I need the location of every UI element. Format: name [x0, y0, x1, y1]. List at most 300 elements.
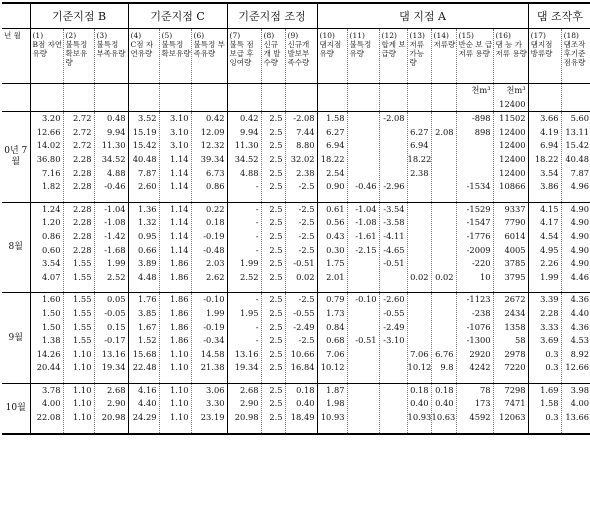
column-number: (18): [563, 31, 579, 40]
cell-value: -220: [471, 258, 491, 269]
month-label: 8월: [2, 202, 30, 293]
data-cell-col-14: [431, 202, 456, 293]
cell-value: 6014: [504, 230, 526, 241]
cell-value: 10.66: [290, 348, 315, 359]
data-cell-col-10: [317, 202, 347, 293]
cell-value: 1.86: [170, 321, 189, 332]
empty-cell: [128, 84, 159, 112]
month-section-row: [2, 202, 590, 293]
cell-value: 2.28: [73, 153, 92, 164]
cell-value: 3.33: [540, 321, 559, 332]
cell-value: 0.42: [240, 113, 259, 124]
cell-value: 1.10: [170, 384, 189, 395]
cell-value: 7298: [504, 384, 526, 395]
data-cell-col-18: [561, 383, 590, 433]
cell-value: 18.22: [534, 153, 559, 164]
cell-value: [408, 112, 429, 126]
cell-value: [432, 321, 454, 335]
cell-value: 1.60: [42, 294, 61, 305]
data-cell-col-8: [261, 202, 285, 293]
empty-cell: [379, 84, 407, 112]
cell-value: [408, 203, 429, 217]
cell-value: [432, 112, 454, 126]
cell-value: 1.10: [73, 384, 92, 395]
cell-value: [348, 153, 377, 167]
month-section-row: [2, 383, 590, 433]
cell-value: [408, 216, 429, 230]
cell-value: -2.49: [293, 321, 315, 332]
cell-value: [408, 230, 429, 244]
cell-value: 1358: [504, 321, 526, 332]
data-cell-col-6: [191, 293, 227, 384]
cell-value: [380, 361, 405, 375]
data-cell-col-6: [191, 202, 227, 293]
cell-value: 20.44: [36, 362, 61, 373]
column-number: (1): [32, 31, 44, 40]
cell-value: 1.86: [170, 271, 189, 282]
cell-value: -0.51: [293, 258, 315, 269]
column-header-15: [456, 29, 493, 84]
column-header-1: [30, 29, 63, 84]
cell-value: 0.3: [545, 362, 559, 373]
column-label: 저류 가능량: [409, 40, 425, 67]
empty-cell: [227, 84, 261, 112]
cell-value: 4.40: [570, 307, 590, 318]
cell-value: 0.86: [42, 230, 61, 241]
cell-value: -0.10: [203, 294, 225, 305]
data-cell-col-2: [63, 293, 94, 384]
cell-value: 6.94: [326, 140, 345, 151]
cell-value: 13.16: [101, 348, 126, 359]
column-label: 불특정 유량: [349, 40, 372, 58]
cell-value: 6.73: [206, 167, 225, 178]
unit-label: [493, 84, 528, 112]
cell-value: 0.84: [326, 321, 345, 332]
cell-value: [348, 167, 377, 181]
cell-value: -2.5: [298, 294, 315, 305]
cell-value: 13.16: [234, 348, 259, 359]
cell-value: 7220: [504, 362, 526, 373]
cell-value: 2.28: [73, 230, 92, 241]
cell-value: 6.94: [540, 140, 559, 151]
cell-value: -0.46: [104, 181, 126, 192]
cell-value: 11.30: [101, 140, 126, 151]
data-cell-col-3: [94, 112, 128, 203]
month-section-row: [2, 293, 590, 384]
cell-value: 4.90: [570, 203, 590, 214]
cell-value: 0.02: [410, 271, 429, 282]
cell-value: 1.14: [170, 230, 189, 241]
cell-value: 2.28: [540, 307, 559, 318]
cell-value: 12400: [499, 167, 526, 178]
column-header-10: [317, 29, 347, 84]
cell-value: 78: [479, 384, 491, 395]
cell-value: [408, 257, 429, 271]
data-cell-col-11: [347, 293, 379, 384]
cell-value: [380, 384, 405, 398]
data-cell-col-15: [456, 202, 493, 293]
cell-value: [408, 293, 429, 307]
data-cell-col-3: [94, 202, 128, 293]
data-cell-col-2: [63, 202, 94, 293]
cell-value: 1.14: [170, 181, 189, 192]
cell-value: 0.02: [296, 271, 315, 282]
cell-value: 9.8: [440, 362, 454, 373]
column-header-8: [261, 29, 285, 84]
data-cell-col-11: [347, 202, 379, 293]
data-cell-col-1: [30, 383, 63, 433]
cell-value: 2.52: [240, 271, 259, 282]
column-label: 댐조작 후기준 점유량: [563, 40, 586, 67]
empty-cell: [63, 84, 94, 112]
cell-value: -238: [471, 307, 491, 318]
data-cell-col-17: [528, 112, 561, 203]
cell-value: 1.99: [206, 307, 225, 318]
cell-value: 3.66: [540, 113, 559, 124]
table-body: [2, 84, 590, 434]
data-cell-col-14: [431, 383, 456, 433]
cell-value: 2.5: [269, 307, 283, 318]
cell-value: 14.02: [36, 140, 61, 151]
cell-value: 1.87: [326, 384, 345, 395]
cell-value: 1.50: [42, 321, 61, 332]
cell-value: 4.88: [240, 167, 259, 178]
cell-value: 10.12: [320, 362, 345, 373]
cell-value: 1.55: [73, 335, 92, 346]
cell-value: 1.55: [73, 271, 92, 282]
cell-value: [348, 397, 377, 411]
cell-value: 19.34: [101, 362, 126, 373]
cell-value: 0.42: [206, 113, 225, 124]
cell-value: -0.48: [203, 244, 225, 255]
cell-value: -2.5: [298, 181, 315, 192]
cell-value: 7471: [504, 398, 526, 409]
cell-value: 0.40: [296, 398, 315, 409]
cell-value: -: [255, 203, 259, 214]
cell-value: 2.5: [269, 348, 283, 359]
column-number: (7): [229, 31, 241, 40]
cell-value: 1.14: [170, 167, 189, 178]
data-cell-col-10: [317, 112, 347, 203]
cell-value: 4592: [469, 412, 491, 423]
column-header-13: [407, 29, 431, 84]
cell-value: 2.5: [269, 217, 283, 228]
cell-value: 15.42: [132, 140, 157, 151]
cell-value: 12.09: [200, 126, 225, 137]
data-cell-col-16: [493, 383, 528, 433]
cell-value: 9.94: [240, 126, 259, 137]
cell-value: 0.79: [326, 294, 345, 305]
cell-value: 4242: [469, 362, 491, 373]
data-cell-col-13: [407, 202, 431, 293]
cell-value: 24.29: [132, 412, 157, 423]
cell-value: 2.38: [410, 167, 429, 178]
empty-cell: [2, 84, 30, 112]
cell-value: 2.5: [269, 412, 283, 423]
cell-value: -3.58: [383, 217, 405, 228]
cell-value: -2.08: [383, 113, 405, 124]
cell-value: 3.54: [540, 167, 559, 178]
data-cell-col-12: [379, 383, 407, 433]
cell-value: 1.38: [42, 335, 61, 346]
cell-value: -2.08: [293, 113, 315, 124]
cell-value: 39.34: [200, 153, 225, 164]
column-number: (12): [381, 31, 397, 40]
cell-value: 4.54: [540, 230, 559, 241]
cell-value: 18.22: [407, 153, 432, 164]
cell-value: -0.55: [383, 307, 405, 318]
cell-value: 2.5: [269, 113, 283, 124]
data-cell-col-7: [227, 112, 261, 203]
cell-value: 1.52: [138, 335, 157, 346]
cell-value: 58: [515, 335, 526, 346]
data-cell-col-8: [261, 293, 285, 384]
column-header-2: [63, 29, 94, 84]
cell-value: 10.93: [320, 412, 345, 423]
cell-value: [348, 361, 377, 375]
cell-value: 1.86: [170, 335, 189, 346]
cell-value: 1.14: [170, 203, 189, 214]
cell-value: 21.38: [200, 362, 225, 373]
cell-value: [380, 397, 405, 411]
empty-cell: [431, 84, 456, 112]
column-label: 댐 능 가 저류 용량: [495, 40, 527, 58]
cell-value: 8.80: [296, 140, 315, 151]
empty-cell: [30, 84, 63, 112]
cell-value: 2.28: [73, 203, 92, 214]
cell-value: 173: [474, 398, 491, 409]
cell-value: [432, 167, 454, 181]
data-cell-col-4: [128, 293, 159, 384]
cell-value: [408, 244, 429, 258]
cell-value: [348, 348, 377, 362]
cell-value: 9.94: [107, 126, 126, 137]
cell-value: 1.98: [326, 398, 345, 409]
cell-value: 0.18: [206, 217, 225, 228]
cell-value: -1776: [466, 230, 491, 241]
cell-value: -2.5: [298, 335, 315, 346]
cell-value: 2.72: [73, 126, 92, 137]
empty-cell: [407, 84, 431, 112]
cell-value: 4.00: [42, 398, 61, 409]
cell-value: -: [255, 230, 259, 241]
data-cell-col-15: [456, 112, 493, 203]
cell-value: -3.54: [383, 203, 405, 214]
cell-value: 0.90: [326, 181, 345, 192]
cell-value: 10.12: [407, 362, 432, 373]
cell-value: -1529: [466, 203, 491, 214]
cell-value: -2.49: [383, 321, 405, 332]
cell-value: 3.10: [170, 113, 189, 124]
data-cell-col-6: [191, 112, 227, 203]
cell-value: 1.10: [170, 412, 189, 423]
cell-value: 1.55: [73, 294, 92, 305]
cell-value: 15.19: [132, 126, 157, 137]
cell-value: 3.52: [138, 113, 157, 124]
column-header-5: [159, 29, 191, 84]
cell-value: -0.51: [355, 335, 377, 346]
data-cell-col-1: [30, 112, 63, 203]
column-label: 신규개 발보부 족수량: [287, 40, 310, 67]
data-cell-col-5: [159, 112, 191, 203]
cell-value: 0.18: [296, 384, 315, 395]
column-header-12: [379, 29, 407, 84]
cell-value: 14.26: [36, 348, 61, 359]
cell-value: 1.99: [540, 271, 559, 282]
data-cell-col-11: [347, 112, 379, 203]
cell-value: 1.99: [240, 258, 259, 269]
data-cell-col-4: [128, 112, 159, 203]
data-cell-col-17: [528, 202, 561, 293]
data-cell-col-7: [227, 202, 261, 293]
month-label: 9월: [2, 293, 30, 384]
cell-value: [348, 307, 377, 321]
cell-value: 3.06: [206, 384, 225, 395]
cell-value: -1.08: [355, 217, 377, 228]
cell-value: [432, 139, 454, 153]
column-label: 댐지점 유량: [319, 40, 342, 58]
cell-value: -2.5: [298, 203, 315, 214]
cell-value: -2.5: [298, 217, 315, 228]
cell-value: [432, 244, 454, 258]
cell-value: 3.20: [42, 113, 61, 124]
units-row: [2, 84, 590, 112]
cell-value: 1.73: [326, 307, 345, 318]
cell-value: 2.01: [326, 271, 345, 282]
cell-value: 3.10: [170, 126, 189, 137]
data-cell-col-5: [159, 202, 191, 293]
cell-value: 2.52: [107, 271, 126, 282]
cell-value: [380, 153, 405, 167]
data-cell-col-15: [456, 293, 493, 384]
cell-value: 4.48: [138, 271, 157, 282]
cell-value: 2.90: [107, 398, 126, 409]
cell-value: 3.10: [170, 140, 189, 151]
cell-value: -0.17: [104, 335, 126, 346]
cell-value: 1.55: [73, 307, 92, 318]
month-label: 10월: [2, 383, 30, 433]
cell-value: 3.30: [206, 398, 225, 409]
cell-value: [432, 230, 454, 244]
year-month-label: 년 월: [2, 29, 30, 84]
cell-value: -2.5: [298, 230, 315, 241]
cell-value: 2.5: [269, 271, 283, 282]
cell-value: [348, 112, 377, 126]
data-cell-col-10: [317, 293, 347, 384]
column-number: (14): [433, 31, 449, 40]
cell-value: [432, 307, 454, 321]
cell-value: -898: [471, 113, 491, 124]
cell-value: 15.42: [565, 140, 590, 151]
cell-value: 4.96: [570, 181, 590, 192]
data-cell-col-10: [317, 383, 347, 433]
cell-value: 1.36: [138, 203, 157, 214]
data-cell-col-13: [407, 383, 431, 433]
cell-value: -0.19: [203, 230, 225, 241]
cell-value: -1.42: [104, 230, 126, 241]
cell-value: 6.27: [410, 126, 429, 137]
cell-value: 0.95: [138, 230, 157, 241]
cell-value: 2.60: [138, 181, 157, 192]
data-cell-col-16: [493, 293, 528, 384]
cell-value: 10.93: [407, 412, 432, 423]
cell-value: 1.10: [73, 348, 92, 359]
empty-cell: [317, 84, 347, 112]
cell-value: 12.66: [36, 126, 61, 137]
data-cell-col-5: [159, 293, 191, 384]
cell-value: 19.34: [234, 362, 259, 373]
cell-value: 7.06: [410, 348, 429, 359]
column-header-4: [128, 29, 159, 84]
data-cell-col-15: [456, 383, 493, 433]
group-header-row: [2, 3, 590, 29]
cell-value: 6.94: [410, 140, 429, 151]
column-header-16: [493, 29, 528, 84]
data-cell-col-17: [528, 383, 561, 433]
column-number: (9): [287, 31, 299, 40]
cell-value: -2.15: [355, 244, 377, 255]
cell-value: 1.69: [540, 384, 559, 395]
cell-value: 0.18: [435, 384, 454, 395]
cell-value: 2.72: [73, 140, 92, 151]
cell-value: 14.58: [200, 348, 225, 359]
cell-value: 7.87: [570, 167, 590, 178]
cell-value: -2.60: [383, 294, 405, 305]
data-cell-col-4: [128, 202, 159, 293]
cell-value: 11502: [499, 113, 526, 124]
cell-value: 32.02: [290, 153, 315, 164]
cell-value: 2.28: [73, 167, 92, 178]
cell-value: 3795: [504, 271, 526, 282]
cell-value: 4.36: [570, 321, 590, 332]
cell-value: 1.99: [107, 258, 126, 269]
cell-value: 1.82: [42, 181, 61, 192]
cell-value: 23.19: [200, 412, 225, 423]
cell-value: 10: [479, 271, 491, 282]
cell-value: 1.24: [42, 203, 61, 214]
data-cell-col-5: [159, 383, 191, 433]
cell-value: 1.32: [138, 217, 157, 228]
column-label: B점 자연유량: [32, 40, 63, 58]
cell-value: -4.65: [383, 244, 405, 255]
column-label: 반순 보 급 저류 용량: [458, 40, 493, 58]
cell-value: 7.06: [326, 348, 345, 359]
data-cell-col-11: [347, 383, 379, 433]
cell-value: 1.50: [42, 307, 61, 318]
group-header-dam-a: 댐 지점 A: [317, 3, 528, 29]
group-header-after: 댐 조작후: [528, 3, 590, 29]
cell-value: 2.5: [269, 203, 283, 214]
cell-value: 0.66: [138, 244, 157, 255]
empty-cell: [285, 84, 317, 112]
cell-value: -1123: [466, 294, 491, 305]
group-header-c: 기준지점 C: [128, 3, 227, 29]
data-cell-col-8: [261, 383, 285, 433]
cell-value: [457, 139, 491, 153]
group-header-adjust: 기준지점 조정: [227, 3, 317, 29]
cell-value: 2.08: [435, 126, 454, 137]
cell-value: 40.48: [132, 153, 157, 164]
cell-value: 12400: [499, 126, 526, 137]
cell-value: 4.17: [540, 217, 559, 228]
cell-value: 0.86: [206, 181, 225, 192]
cell-value: 1.20: [42, 217, 61, 228]
empty-cell: [94, 84, 128, 112]
cell-value: -: [255, 321, 259, 332]
cell-value: 2.5: [269, 126, 283, 137]
cell-value: 20.98: [101, 412, 126, 423]
cell-value: 12400: [499, 140, 526, 151]
